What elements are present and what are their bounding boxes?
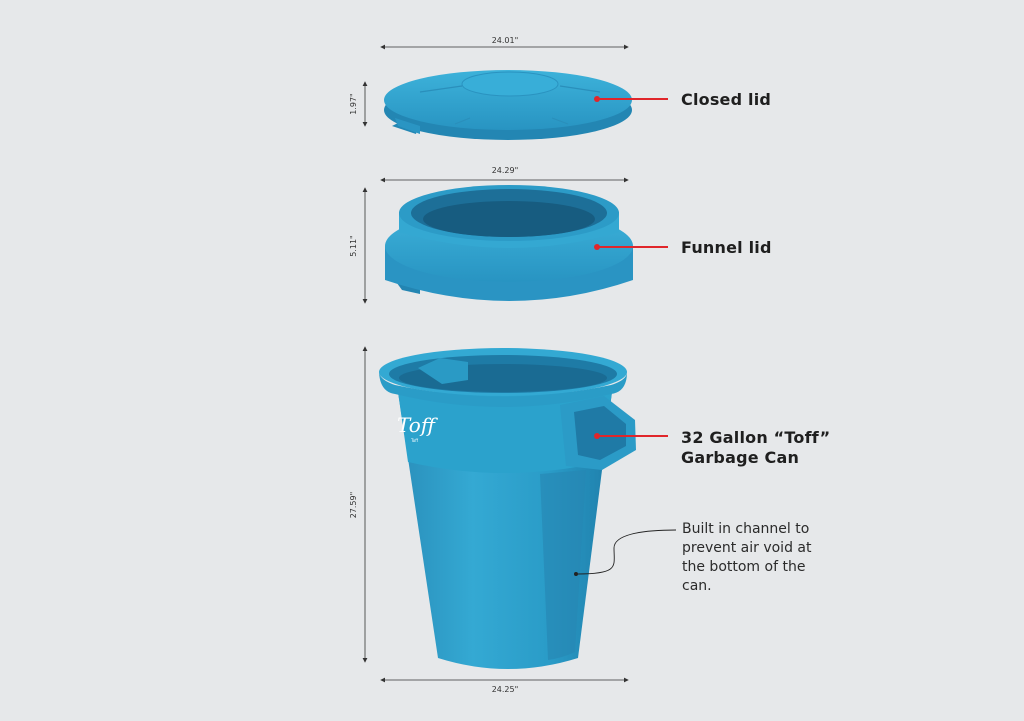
funnel-lid-label: Funnel lid [681, 238, 772, 257]
can-width-label: 24.25" [491, 685, 519, 694]
closed-lid-height-label: 1.97" [349, 93, 358, 115]
funnel-lid-height-label: 5.11" [349, 235, 358, 257]
closed-lid-label: Closed lid [681, 90, 772, 109]
funnel-lid-height-dimension [349, 188, 365, 303]
channel-note: Built in channel to prevent air void at the bottom of the can. [682, 521, 812, 594]
svg-text:Toff: Toff [397, 413, 435, 437]
garbage-can [379, 348, 636, 669]
can-height-dimension [349, 347, 365, 662]
funnel-lid-width-label: 24.29" [491, 166, 519, 175]
closed-lid-width-dimension [381, 36, 628, 47]
can-label-line2: Garbage Can [681, 448, 800, 467]
can-label [681, 428, 830, 468]
closed-lid-height-dimension [349, 82, 365, 126]
can-label-line1: 32 Gallon “Toff” [681, 428, 831, 447]
closed-lid [384, 70, 632, 140]
can-height-label: 27.59" [349, 491, 358, 519]
closed-lid-width-label: 24.01" [491, 36, 519, 45]
funnel-lid-width-dimension [381, 166, 628, 180]
can-width-dimension [381, 680, 628, 694]
svg-text:Toff: Toff [411, 438, 418, 443]
funnel-lid [385, 185, 633, 301]
